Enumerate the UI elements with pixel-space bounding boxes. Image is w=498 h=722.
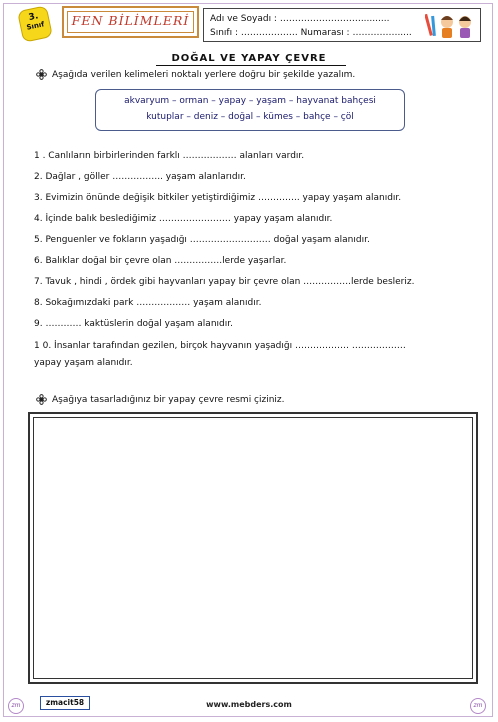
- question-7[interactable]: 7. Tavuk , hindi , ördek gibi hayvanları yapay bir çevre olan …………….lerde besleriz.: [34, 277, 415, 287]
- grade-badge: [17, 5, 53, 43]
- question-1[interactable]: 1 . Canlıların birbirlerinden farklı ……………… alanları vardır.: [34, 151, 305, 161]
- question-4[interactable]: 4. İçinde balık beslediğimiz …………………… yapay yaşam alanıdır.: [34, 214, 333, 224]
- question-2[interactable]: 2. Dağlar , göller …………….. yaşam alanlarıdır.: [34, 172, 246, 182]
- question-6[interactable]: 6. Balıklar doğal bir çevre olan …………….lerde yaşarlar.: [34, 256, 287, 266]
- instruction-drawing: Aşağıya tasarladığınız bir yapay çevre resmi çiziniz.: [52, 395, 285, 405]
- drawing-area[interactable]: [28, 412, 478, 684]
- question-8[interactable]: 8. Sokağımızdaki park ……………… yaşam alanıdır.: [34, 298, 262, 308]
- instruction-fill-in: Aşağıda verilen kelimeleri noktalı yerlere doğru bir şekilde yazalım.: [52, 70, 356, 80]
- author-tag: zmacit58: [40, 696, 90, 710]
- corner-logo-left: zm: [8, 698, 24, 714]
- subject-title-box: [62, 6, 199, 38]
- title-underline: [156, 65, 346, 66]
- question-5[interactable]: 5. Penguenler ve fokların yaşadığı ……………………… doğal yaşam alanıdır.: [34, 235, 370, 245]
- word-bank-line-2: kutuplar – deniz – doğal – kümes – bahçe – çöl: [146, 112, 354, 122]
- word-bank-line-1: akvaryum – orman – yapay – yaşam – hayvanat bahçesi: [124, 96, 376, 106]
- question-3[interactable]: 3. Evimizin önünde değişik bitkiler yetiştirdiğimiz ………….. yapay yaşam alanıdır.: [34, 193, 402, 203]
- name-field[interactable]: Adı ve Soyadı : ………………………..........: [210, 14, 390, 24]
- kids-illustration-icon: [425, 10, 477, 40]
- question-10[interactable]: 1 0. İnsanlar tarafından gezilen, birçok hayvanın yaşadığı ……………… ………………: [34, 341, 406, 351]
- corner-logo-right: zm: [470, 698, 486, 714]
- grade-label: Sınıf: [25, 20, 45, 32]
- website-link[interactable]: www.mebders.com: [206, 700, 292, 709]
- flower-bullet-icon: [36, 394, 47, 405]
- question-9[interactable]: 9. ………… kaktüslerin doğal yaşam alanıdır.: [34, 319, 233, 329]
- word-bank-box: [95, 89, 405, 131]
- subject-title: FEN BİLİMLERİ: [71, 13, 190, 28]
- question-10-continued: yapay yaşam alanıdır.: [34, 358, 133, 368]
- grade-number: 3.: [27, 11, 40, 24]
- class-number-field[interactable]: Sınıfı : ………………. Numarası : …………….....: [210, 28, 412, 38]
- flower-bullet-icon: [36, 69, 47, 80]
- worksheet-title: DOĞAL VE YAPAY ÇEVRE: [171, 53, 327, 64]
